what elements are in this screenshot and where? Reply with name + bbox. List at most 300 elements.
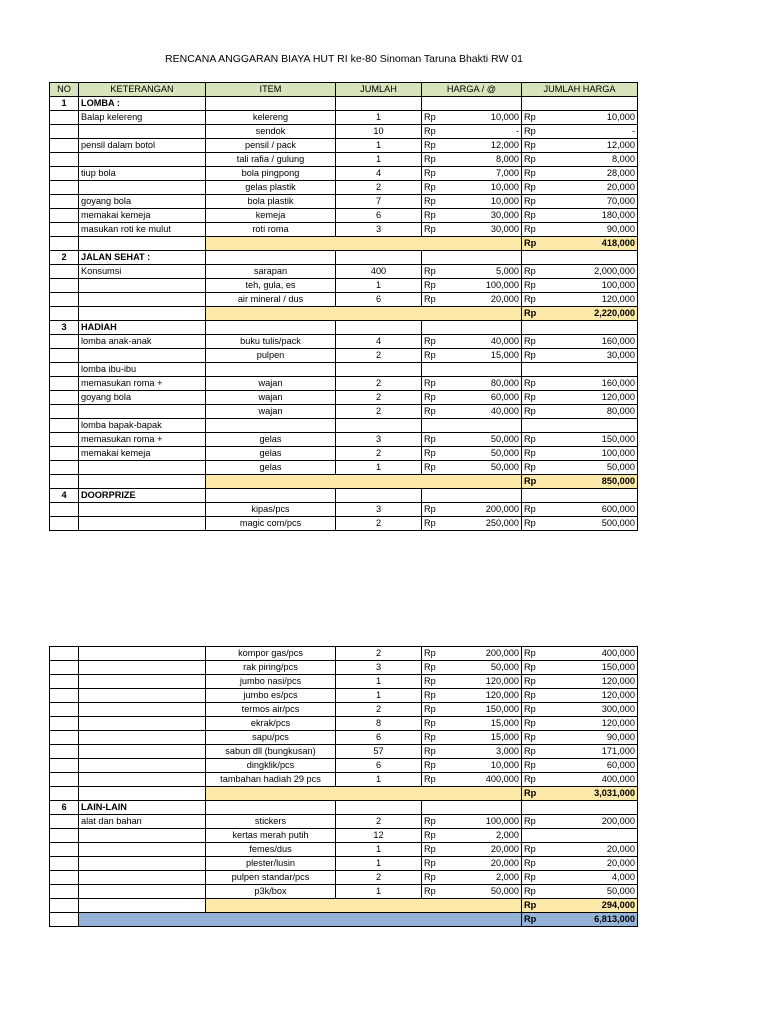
jumlah-cell: 2	[336, 703, 422, 717]
table-row	[50, 717, 638, 731]
jumlah-harga-value: 2,000,000	[552, 265, 638, 279]
empty-cell	[552, 489, 638, 503]
keterangan-cell	[79, 307, 206, 321]
jumlah-harga-currency: Rp	[522, 461, 552, 475]
jumlah-harga-currency: Rp	[522, 517, 552, 531]
keterangan-cell	[79, 745, 206, 759]
harga-currency: Rp	[422, 111, 452, 125]
harga-value: 100,000	[452, 279, 522, 293]
item-cell: buku tulis/pack	[206, 335, 336, 349]
table-row	[50, 167, 638, 181]
no-cell	[50, 349, 79, 363]
harga-value: 10,000	[452, 759, 522, 773]
jumlah-harga-value: 160,000	[552, 377, 638, 391]
empty-cell	[452, 97, 522, 111]
harga-currency: Rp	[422, 195, 452, 209]
jumlah-harga-value: 160,000	[552, 335, 638, 349]
no-cell	[50, 885, 79, 899]
keterangan-cell: goyang bola	[79, 391, 206, 405]
empty-cell	[552, 97, 638, 111]
jumlah-harga-currency: Rp	[522, 661, 552, 675]
jumlah-harga-value: 120,000	[552, 717, 638, 731]
harga-currency: Rp	[422, 125, 452, 139]
empty-cell	[206, 251, 336, 265]
harga-value: 120,000	[452, 675, 522, 689]
keterangan-cell	[79, 125, 206, 139]
jumlah-harga-currency: Rp	[522, 745, 552, 759]
jumlah-harga-currency: Rp	[522, 503, 552, 517]
section-title: HADIAH	[79, 321, 206, 335]
harga-value: 150,000	[452, 703, 522, 717]
no-cell	[50, 335, 79, 349]
item-cell: sabun dll (bungkusan)	[206, 745, 336, 759]
jumlah-harga-currency: Rp	[522, 703, 552, 717]
no-cell	[50, 731, 79, 745]
keterangan-cell: masukan roti ke mulut	[79, 223, 206, 237]
keterangan-cell	[79, 293, 206, 307]
harga-value: 7,000	[452, 167, 522, 181]
empty-cell	[206, 489, 336, 503]
jumlah-harga-currency: Rp	[522, 223, 552, 237]
harga-value: -	[452, 125, 522, 139]
item-cell: wajan	[206, 391, 336, 405]
empty-cell	[422, 97, 452, 111]
jumlah-harga-value: 150,000	[552, 661, 638, 675]
section-title: JALAN SEHAT :	[79, 251, 206, 265]
no-cell	[50, 843, 79, 857]
section-number: 4	[50, 489, 79, 503]
section-number: 1	[50, 97, 79, 111]
table-row	[50, 349, 638, 363]
keterangan-cell	[79, 857, 206, 871]
harga-currency: Rp	[422, 279, 452, 293]
item-cell: magic com/pcs	[206, 517, 336, 531]
grand-total-currency: Rp	[522, 913, 552, 927]
jumlah-harga-currency: Rp	[522, 377, 552, 391]
harga-value: 20,000	[452, 843, 522, 857]
jumlah-harga-currency: Rp	[522, 405, 552, 419]
harga-currency: Rp	[422, 703, 452, 717]
no-cell	[50, 139, 79, 153]
table-row	[50, 461, 638, 475]
no-cell	[50, 815, 79, 829]
no-cell	[50, 447, 79, 461]
keterangan-cell	[79, 885, 206, 899]
jumlah-cell: 6	[336, 293, 422, 307]
harga-currency: Rp	[422, 885, 452, 899]
jumlah-cell: 1	[336, 885, 422, 899]
harga-currency: Rp	[422, 503, 452, 517]
harga-currency: Rp	[422, 829, 452, 843]
no-cell	[50, 899, 79, 913]
harga-currency: Rp	[422, 153, 452, 167]
header-item: ITEM	[206, 83, 336, 97]
empty-cell	[336, 251, 422, 265]
budget-table-page-2	[49, 646, 638, 927]
harga-currency: Rp	[422, 717, 452, 731]
no-cell	[50, 689, 79, 703]
jumlah-harga-currency: Rp	[522, 335, 552, 349]
jumlah-cell: 3	[336, 223, 422, 237]
harga-currency	[422, 363, 452, 377]
harga-value: 8,000	[452, 153, 522, 167]
jumlah-cell: 3	[336, 503, 422, 517]
empty-cell	[206, 801, 336, 815]
subtotal-fill	[206, 237, 522, 251]
harga-value: 3,000	[452, 745, 522, 759]
jumlah-harga-currency: Rp	[522, 209, 552, 223]
section-title: LAIN-LAIN	[79, 801, 206, 815]
item-cell: kemeja	[206, 209, 336, 223]
empty-cell	[452, 489, 522, 503]
item-cell: p3k/box	[206, 885, 336, 899]
keterangan-cell	[79, 731, 206, 745]
jumlah-harga-value: 90,000	[552, 223, 638, 237]
jumlah-harga-value: 50,000	[552, 885, 638, 899]
subtotal-row	[50, 899, 638, 913]
jumlah-harga-value: 90,000	[552, 731, 638, 745]
jumlah-cell: 2	[336, 377, 422, 391]
jumlah-harga-value	[552, 829, 638, 843]
empty-cell	[206, 321, 336, 335]
no-cell	[50, 181, 79, 195]
harga-currency: Rp	[422, 731, 452, 745]
item-cell: termos air/pcs	[206, 703, 336, 717]
keterangan-cell	[79, 503, 206, 517]
table-row	[50, 377, 638, 391]
jumlah-cell: 12	[336, 829, 422, 843]
jumlah-cell: 1	[336, 843, 422, 857]
subtotal-fill	[206, 307, 522, 321]
jumlah-harga-value: 120,000	[552, 675, 638, 689]
jumlah-harga-value: 20,000	[552, 181, 638, 195]
section-header-row	[50, 321, 638, 335]
jumlah-harga-value: 80,000	[552, 405, 638, 419]
jumlah-cell: 2	[336, 405, 422, 419]
jumlah-harga-value	[552, 419, 638, 433]
jumlah-harga-currency: Rp	[522, 125, 552, 139]
budget-table-page-1	[49, 82, 638, 531]
item-cell	[206, 419, 336, 433]
table-row	[50, 703, 638, 717]
table-row	[50, 843, 638, 857]
harga-value: 100,000	[452, 815, 522, 829]
jumlah-harga-currency: Rp	[522, 433, 552, 447]
item-cell: stickers	[206, 815, 336, 829]
no-cell	[50, 517, 79, 531]
empty-cell	[452, 801, 522, 815]
harga-currency: Rp	[422, 773, 452, 787]
harga-value: 50,000	[452, 661, 522, 675]
keterangan-cell	[79, 689, 206, 703]
no-cell	[50, 829, 79, 843]
table-row	[50, 647, 638, 661]
empty-cell	[422, 801, 452, 815]
harga-value: 15,000	[452, 349, 522, 363]
jumlah-cell: 1	[336, 773, 422, 787]
item-cell: kertas merah putih	[206, 829, 336, 843]
empty-cell	[206, 97, 336, 111]
keterangan-cell	[79, 279, 206, 293]
no-cell	[50, 363, 79, 377]
keterangan-cell: alat dan bahan	[79, 815, 206, 829]
table-row	[50, 125, 638, 139]
jumlah-harga-value: 70,000	[552, 195, 638, 209]
table-row	[50, 447, 638, 461]
item-cell: bola plastik	[206, 195, 336, 209]
harga-value: 30,000	[452, 209, 522, 223]
harga-value: 20,000	[452, 857, 522, 871]
harga-currency: Rp	[422, 857, 452, 871]
table-row	[50, 293, 638, 307]
no-cell	[50, 773, 79, 787]
no-cell	[50, 913, 79, 927]
no-cell	[50, 647, 79, 661]
jumlah-harga-currency: Rp	[522, 265, 552, 279]
jumlah-cell: 1	[336, 675, 422, 689]
empty-cell	[422, 321, 452, 335]
keterangan-cell	[79, 349, 206, 363]
harga-value: 120,000	[452, 689, 522, 703]
harga-value: 200,000	[452, 503, 522, 517]
jumlah-cell: 2	[336, 447, 422, 461]
harga-value: 80,000	[452, 377, 522, 391]
jumlah-cell: 7	[336, 195, 422, 209]
jumlah-harga-currency: Rp	[522, 181, 552, 195]
jumlah-harga-value: -	[552, 125, 638, 139]
jumlah-harga-value	[552, 363, 638, 377]
jumlah-harga-value: 120,000	[552, 689, 638, 703]
jumlah-harga-value: 30,000	[552, 349, 638, 363]
no-cell	[50, 377, 79, 391]
keterangan-cell	[79, 647, 206, 661]
table-row	[50, 745, 638, 759]
empty-cell	[522, 321, 552, 335]
jumlah-harga-currency: Rp	[522, 139, 552, 153]
harga-value: 10,000	[452, 111, 522, 125]
jumlah-cell: 1	[336, 153, 422, 167]
item-cell: femes/dus	[206, 843, 336, 857]
item-cell: gelas plastik	[206, 181, 336, 195]
item-cell: sendok	[206, 125, 336, 139]
harga-currency: Rp	[422, 843, 452, 857]
jumlah-harga-value: 120,000	[552, 391, 638, 405]
table-row	[50, 391, 638, 405]
table-row	[50, 265, 638, 279]
harga-value: 200,000	[452, 647, 522, 661]
jumlah-cell	[336, 419, 422, 433]
table-row	[50, 517, 638, 531]
subtotal-currency: Rp	[522, 237, 552, 251]
jumlah-harga-currency: Rp	[522, 153, 552, 167]
no-cell	[50, 125, 79, 139]
empty-cell	[452, 321, 522, 335]
table-row	[50, 829, 638, 843]
keterangan-cell	[79, 717, 206, 731]
jumlah-harga-value: 8,000	[552, 153, 638, 167]
keterangan-cell: Balap kelereng	[79, 111, 206, 125]
table-row	[50, 223, 638, 237]
no-cell	[50, 111, 79, 125]
harga-currency: Rp	[422, 293, 452, 307]
keterangan-cell	[79, 871, 206, 885]
header-no: NO	[50, 83, 79, 97]
jumlah-harga-currency	[522, 829, 552, 843]
no-cell	[50, 279, 79, 293]
table-row	[50, 871, 638, 885]
subtotal-row	[50, 307, 638, 321]
no-cell	[50, 675, 79, 689]
harga-value: 50,000	[452, 433, 522, 447]
harga-value: 30,000	[452, 223, 522, 237]
item-cell	[206, 363, 336, 377]
empty-cell	[336, 97, 422, 111]
jumlah-harga-currency: Rp	[522, 731, 552, 745]
keterangan-cell	[79, 153, 206, 167]
jumlah-cell: 1	[336, 689, 422, 703]
jumlah-harga-value: 50,000	[552, 461, 638, 475]
empty-cell	[522, 97, 552, 111]
subtotal-currency: Rp	[522, 475, 552, 489]
harga-value: 20,000	[452, 293, 522, 307]
no-cell	[50, 419, 79, 433]
harga-currency: Rp	[422, 335, 452, 349]
harga-currency: Rp	[422, 167, 452, 181]
table-row	[50, 675, 638, 689]
jumlah-harga-value: 12,000	[552, 139, 638, 153]
jumlah-cell: 2	[336, 647, 422, 661]
harga-currency: Rp	[422, 759, 452, 773]
grand-total-fill	[79, 913, 522, 927]
harga-value: 40,000	[452, 335, 522, 349]
subtotal-value: 294,000	[552, 899, 638, 913]
empty-cell	[336, 489, 422, 503]
harga-value: 250,000	[452, 517, 522, 531]
item-cell: dingklik/pcs	[206, 759, 336, 773]
table-row	[50, 279, 638, 293]
harga-currency: Rp	[422, 405, 452, 419]
jumlah-harga-value: 150,000	[552, 433, 638, 447]
no-cell	[50, 293, 79, 307]
no-cell	[50, 195, 79, 209]
subtotal-currency: Rp	[522, 787, 552, 801]
keterangan-cell: memakai kemeja	[79, 209, 206, 223]
item-cell: tali rafia / gulung	[206, 153, 336, 167]
jumlah-harga-currency: Rp	[522, 293, 552, 307]
jumlah-cell: 2	[336, 815, 422, 829]
harga-value: 12,000	[452, 139, 522, 153]
header-harga: HARGA / @	[422, 83, 522, 97]
harga-currency: Rp	[422, 223, 452, 237]
no-cell	[50, 745, 79, 759]
document-title: RENCANA ANGGARAN BIAYA HUT RI ke-80 Sinoman Taruna Bhakti RW 01	[165, 53, 523, 65]
keterangan-cell	[79, 759, 206, 773]
subtotal-currency: Rp	[522, 307, 552, 321]
item-cell: teh, gula, es	[206, 279, 336, 293]
no-cell	[50, 871, 79, 885]
table-row	[50, 209, 638, 223]
table-row	[50, 181, 638, 195]
keterangan-cell	[79, 843, 206, 857]
jumlah-harga-currency: Rp	[522, 885, 552, 899]
table-header-row	[50, 83, 638, 97]
keterangan-cell: lomba anak-anak	[79, 335, 206, 349]
jumlah-harga-currency: Rp	[522, 167, 552, 181]
empty-cell	[552, 801, 638, 815]
jumlah-cell: 4	[336, 335, 422, 349]
jumlah-cell: 6	[336, 731, 422, 745]
harga-currency: Rp	[422, 745, 452, 759]
harga-value: 40,000	[452, 405, 522, 419]
section-header-row	[50, 801, 638, 815]
table-row	[50, 335, 638, 349]
keterangan-cell	[79, 461, 206, 475]
harga-currency: Rp	[422, 461, 452, 475]
item-cell: wajan	[206, 405, 336, 419]
table-row	[50, 405, 638, 419]
harga-currency: Rp	[422, 675, 452, 689]
keterangan-cell	[79, 181, 206, 195]
item-cell: gelas	[206, 433, 336, 447]
jumlah-cell: 8	[336, 717, 422, 731]
item-cell: pulpen	[206, 349, 336, 363]
jumlah-cell: 1	[336, 279, 422, 293]
harga-value	[452, 363, 522, 377]
jumlah-cell: 1	[336, 139, 422, 153]
harga-currency: Rp	[422, 377, 452, 391]
jumlah-harga-value: 400,000	[552, 773, 638, 787]
jumlah-cell: 4	[336, 167, 422, 181]
keterangan-cell: goyang bola	[79, 195, 206, 209]
jumlah-harga-value: 100,000	[552, 279, 638, 293]
subtotal-value: 850,000	[552, 475, 638, 489]
jumlah-harga-value: 400,000	[552, 647, 638, 661]
jumlah-cell: 57	[336, 745, 422, 759]
no-cell	[50, 405, 79, 419]
item-cell: rak piring/pcs	[206, 661, 336, 675]
jumlah-harga-value: 500,000	[552, 517, 638, 531]
empty-cell	[422, 489, 452, 503]
harga-value: 400,000	[452, 773, 522, 787]
jumlah-harga-currency: Rp	[522, 195, 552, 209]
jumlah-harga-currency	[522, 363, 552, 377]
item-cell: pulpen standar/pcs	[206, 871, 336, 885]
keterangan-cell: memakai kemeja	[79, 447, 206, 461]
harga-currency: Rp	[422, 391, 452, 405]
item-cell: air mineral / dus	[206, 293, 336, 307]
item-cell: gelas	[206, 447, 336, 461]
keterangan-cell: Konsumsi	[79, 265, 206, 279]
harga-currency: Rp	[422, 517, 452, 531]
jumlah-cell: 10	[336, 125, 422, 139]
jumlah-harga-currency: Rp	[522, 773, 552, 787]
jumlah-cell: 6	[336, 209, 422, 223]
no-cell	[50, 433, 79, 447]
no-cell	[50, 857, 79, 871]
table-row	[50, 503, 638, 517]
harga-currency: Rp	[422, 815, 452, 829]
keterangan-cell	[79, 675, 206, 689]
jumlah-harga-currency: Rp	[522, 689, 552, 703]
section-title: LOMBA :	[79, 97, 206, 111]
jumlah-cell: 2	[336, 349, 422, 363]
grand-total-row	[50, 913, 638, 927]
harga-value: 10,000	[452, 195, 522, 209]
item-cell: pensil / pack	[206, 139, 336, 153]
no-cell	[50, 703, 79, 717]
harga-currency	[422, 419, 452, 433]
item-cell: jumbo nasi/pcs	[206, 675, 336, 689]
